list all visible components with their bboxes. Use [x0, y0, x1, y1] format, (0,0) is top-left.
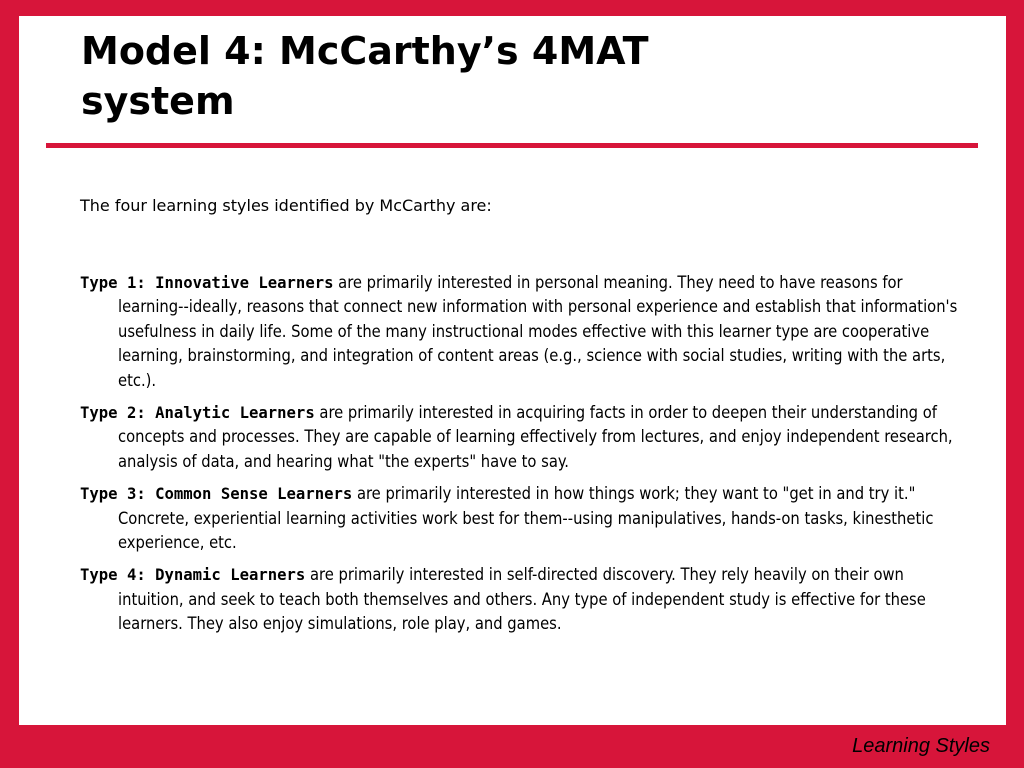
learner-type-item	[80, 271, 960, 393]
learner-type-description: are primarily interested in personal meaning. They need to have reasons for learning--ideally, reasons that connect new information with personal experience and establish that information's usefulness in daily life. Some of the many instructional modes effective with this learner type are cooperative learning, brainstorming, and integration of content areas (e.g., science with social studies, writing with the arts, etc.).	[118, 273, 958, 390]
title-divider	[46, 143, 978, 148]
learner-type-label: Type 2: Analytic Learners	[80, 404, 315, 423]
learner-type-description: are primarily interested in how things work; they want to "get in and try it." Concrete, experiential learning activities work best for them--using manipulatives, hands-on tasks, kinesthetic experience, etc.	[118, 484, 934, 553]
footer-title: Learning Styles	[852, 735, 990, 757]
learner-type-item	[80, 482, 960, 555]
content-panel	[19, 16, 1006, 725]
learner-type-description: are primarily interested in acquiring facts in order to deepen their understanding of concepts and processes. They are capable of learning effectively from lectures, and enjoy independent research, analysis of data, and hearing what "the experts" have to say.	[118, 403, 953, 471]
learner-type-item	[80, 401, 960, 474]
learner-types-list	[80, 271, 960, 645]
learner-type-description: are primarily interested in self-directed discovery. They rely heavily on their own intuition, and seek to teach both themselves and others. Any type of independent study is effective for these learners. They also enjoy simulations, role play, and games.	[118, 565, 926, 634]
learner-type-label: Type 3: Common Sense Learners	[80, 485, 353, 504]
slide-title: Model 4: McCarthy’s 4MAT system	[81, 29, 649, 123]
learner-type-label: Type 1: Innovative Learners	[80, 274, 334, 292]
intro-text: The four learning styles identified by McCarthy are:	[80, 196, 492, 215]
learner-type-item	[80, 563, 960, 636]
learner-type-label: Type 4: Dynamic Learners	[80, 566, 306, 585]
